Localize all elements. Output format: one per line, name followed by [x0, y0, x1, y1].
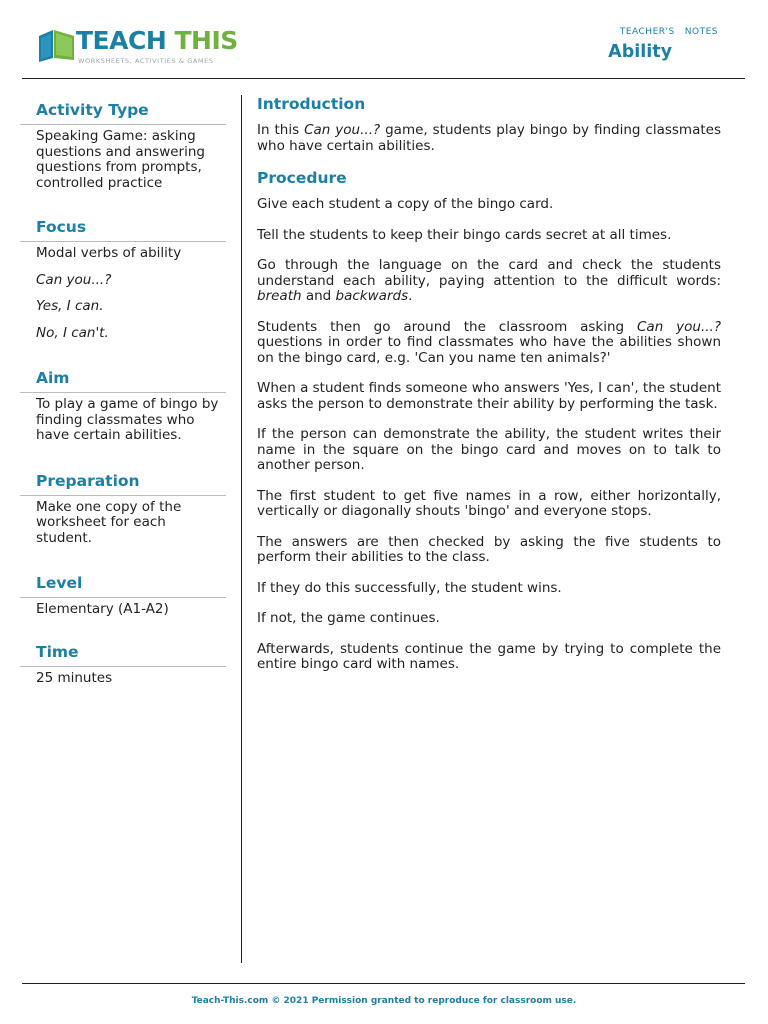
- preparation-section: [20, 471, 226, 547]
- procedure-step: When a student finds someone who answers 'Yes, I can', the student asks the person to demonstrate their ability by performing the task.: [257, 380, 721, 412]
- level-section: [20, 573, 226, 618]
- aim-text: To play a game of bingo by finding classmates who have certain abilities.: [36, 396, 219, 443]
- activity-type-text: Speaking Game: asking questions and answering questions from prompts, controlled practice: [36, 128, 205, 191]
- preparation-heading: Preparation: [20, 471, 226, 496]
- procedure-text-part: Students then go around the classroom asking: [257, 318, 637, 335]
- focus-line: Modal verbs of ability: [36, 245, 182, 261]
- aim-heading: Aim: [20, 368, 226, 393]
- procedure-step: The first student to get five names in a row, either horizontally, vertically or diagonally shouts 'bingo' and everyone stops.: [257, 487, 721, 519]
- procedure-text-part: questions in order to find classmates who have the abilities shown on the bingo card, e.g. 'Can you name ten animals?': [257, 334, 721, 366]
- question-prompt: Can you...?: [637, 318, 721, 335]
- introduction-heading: Introduction: [257, 95, 366, 113]
- intro-game-name: Can you...?: [304, 122, 381, 138]
- level-heading: Level: [20, 573, 226, 598]
- procedure-step: [257, 320, 721, 367]
- teach-this-logo: [36, 24, 236, 68]
- difficult-word: breath: [257, 288, 302, 304]
- difficult-word: backwards: [335, 288, 409, 304]
- document-title: Ability: [608, 42, 672, 62]
- book-logo-icon: [36, 24, 76, 64]
- intro-text-part: In this: [257, 122, 305, 138]
- copyright-footer: Teach-This.com © 2021 Permission granted to reproduce for classroom use.: [191, 996, 577, 1006]
- focus-heading: Focus: [20, 217, 226, 242]
- activity-type-heading: Activity Type: [20, 100, 226, 125]
- logo-tagline: WORKSHEETS, ACTIVITIES & GAMES: [78, 58, 214, 64]
- focus-line: No, I can't.: [36, 324, 109, 341]
- teachers-notes-label: TEACHER'S NOTES: [619, 27, 718, 37]
- aim-section: [20, 368, 226, 444]
- time-text: 25 minutes: [36, 669, 113, 686]
- focus-line: Can you...?: [36, 271, 112, 288]
- procedure-step: [257, 258, 721, 305]
- logo-wordmark: [76, 26, 238, 56]
- footer-divider: [22, 983, 745, 984]
- introduction-text: [257, 123, 721, 154]
- procedure-step: Give each student a copy of the bingo card.: [257, 196, 554, 212]
- procedure-text-part: Go through the language on the card and check the students understand each ability, paying attention to the difficult words:: [257, 257, 721, 289]
- preparation-text: Make one copy of the worksheet for each student.: [36, 498, 182, 546]
- column-divider: [241, 95, 242, 963]
- procedure-heading: Procedure: [257, 169, 347, 187]
- procedure-step: The answers are then checked by asking the five students to perform their abilities to the class.: [257, 533, 721, 565]
- procedure-text-part: and: [301, 288, 336, 304]
- procedure-step: Tell the students to keep their bingo cards secret at all times.: [257, 226, 672, 243]
- time-heading: Time: [20, 642, 226, 667]
- focus-line: Yes, I can.: [36, 298, 104, 314]
- level-text: Elementary (A1-A2): [36, 601, 169, 617]
- time-section: [20, 642, 226, 687]
- procedure-step: If they do this successfully, the student wins.: [257, 579, 562, 596]
- procedure-step: Afterwards, students continue the game by trying to complete the entire bingo card with names.: [257, 640, 721, 672]
- logo-this: THIS: [174, 26, 238, 55]
- procedure-step: If the person can demonstrate the ability, the student writes their name in the square on the bingo card and moves on to talk to another person.: [257, 426, 721, 473]
- header-divider: [22, 78, 745, 79]
- procedure-text-part: .: [408, 288, 413, 304]
- main-content: [257, 94, 721, 688]
- intro-text-part: game, students play bingo by finding classmates who have certain abilities.: [257, 122, 721, 154]
- sidebar: [20, 100, 226, 705]
- procedure-step: If not, the game continues.: [257, 610, 440, 626]
- focus-section: [20, 217, 226, 341]
- logo-teach: TEACH: [76, 26, 167, 55]
- activity-type-section: [20, 100, 226, 191]
